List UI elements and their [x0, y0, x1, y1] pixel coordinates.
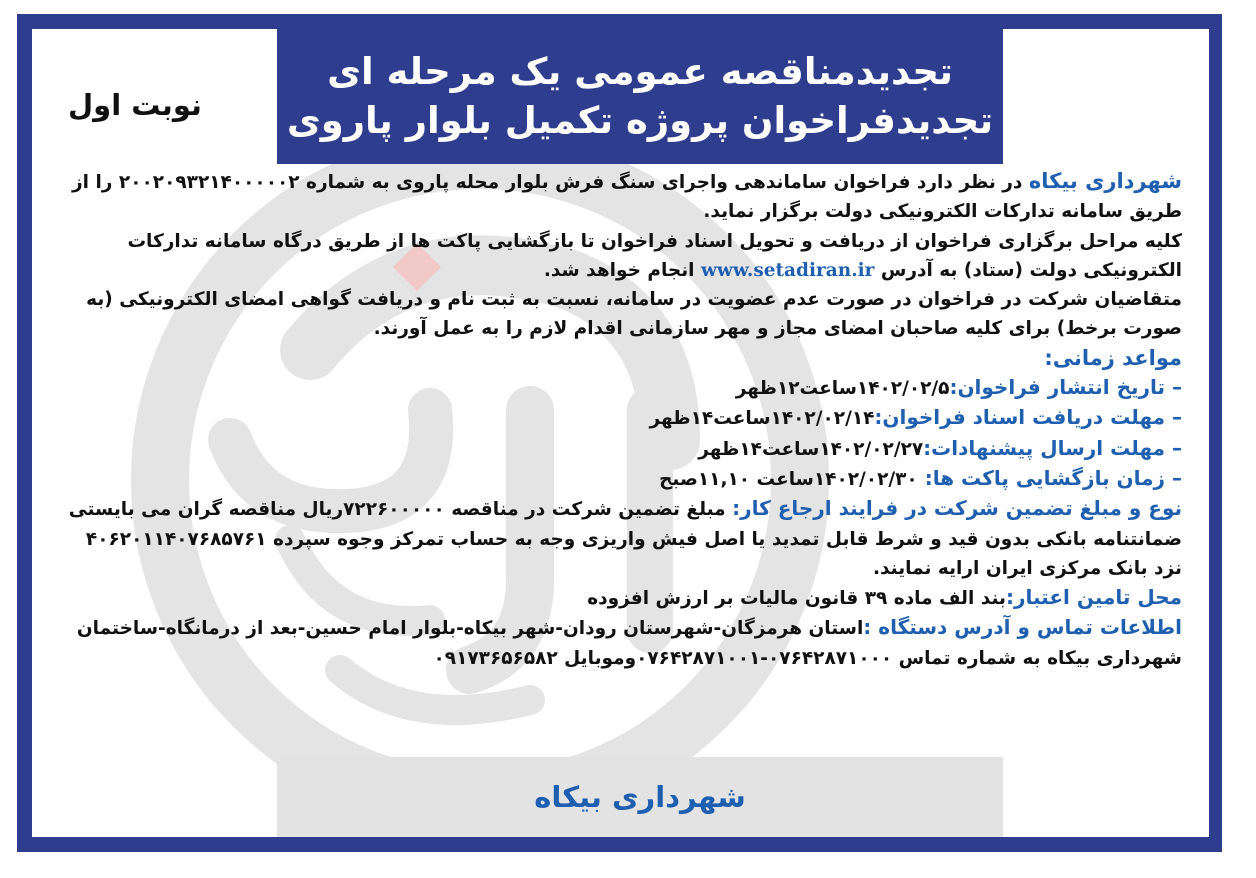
intro-paragraph [64, 167, 1182, 227]
title-line-2: تجدیدفراخوان پروژه تکمیل بلوار پاروی [286, 98, 994, 142]
guarantee-paragraph [64, 494, 1182, 583]
deadline-label: – زمان بازگشایی پاکت ها: [917, 465, 1182, 490]
guarantee-text: مبلغ تضمین شرکت در مناقصه ۷۲۲۶۰۰۰۰۰ریال مناقصه گران می بایستی ضمانتنامه بانکی بدون قید و شرط قابل تمدید یا اصل فیش واریزی وجه به حساب تمرکز وجوه سپرده ۴۰۶۲۰۱۱۴۰۷۶۸۵۷۶۱ نزد بانک مرکزی ایران ارایه نمایند. [68, 499, 1182, 579]
contact-text: استان هرمزگان-شهرستان رودان-شهر بیکاه-بلوار امام حسین-بعد از درمانگاه-ساختمان شهرداری بیکاه به شماره تماس ۰۷۶۴۲۸۷۱۰۰۰-۰۷۶۴۲۸۷۱۰۰۱وموبایل ۰۹۱۷۳۶۵۶۵۸۲ [76, 618, 1182, 669]
contact-label: اطلاعات تماس و آدرس دستگاه : [863, 615, 1182, 640]
notice-title-banner [277, 29, 1003, 164]
deadline-value: ۱۴۰۲/۰۲/۳۰ساعت ۱۱,۱۰صبح [659, 468, 918, 490]
deadline-proposals [64, 434, 1182, 464]
deadline-opening [64, 464, 1182, 494]
municipality-name: شهرداری بیکاه [1028, 169, 1182, 193]
intro-text: در نظر دارد فراخوان ساماندهی واجرای سنگ فرش بلوار محله پاروی به شماره ۲۰۰۲۰۹۳۲۱۴۰۰۰۰۰۲ را از طریق سامانه تدارکات الکترونیکی دولت برگزار نماید. [72, 172, 1182, 223]
setad-website-link[interactable]: www.setadiran.ir [700, 259, 875, 281]
guarantee-label: نوع و مبلغ تضمین شرکت در فرایند ارجاع کار: [732, 496, 1182, 521]
deadline-value: ۱۴۰۲/۰۲/۵ساعت۱۲ظهر [735, 378, 950, 400]
deadline-label: – تاریخ انتشار فراخوان: [949, 375, 1182, 400]
contact-paragraph [64, 613, 1182, 673]
publication-turn-label: نوبت اول [68, 88, 202, 122]
process-text-before: کلیه مراحل برگزاری فراخوان از دریافت و تحویل اسناد فراخوان تا بازگشایی پاکت ها از طریق درگاه سامانه تدارکات الکترونیکی دولت (ستاد) به آدرس [127, 230, 1182, 281]
process-text-after: انجام خواهد شد. [543, 259, 701, 281]
deadline-label: – مهلت ارسال پیشنهادات: [923, 435, 1182, 460]
deadline-documents [64, 403, 1182, 433]
title-line-1: تجدیدمناقصه عمومی یک مرحله ای [327, 49, 953, 93]
deadline-publish [64, 373, 1182, 403]
deadline-value: ۱۴۰۲/۰۲/۱۴ساعت۱۴ظهر [649, 408, 875, 430]
process-paragraph [64, 227, 1182, 286]
funding-label: محل تامین اعتبار: [1005, 585, 1182, 610]
registration-paragraph: متقاضیان شرکت در فراخوان در صورت عدم عضویت در سامانه، نسبت به ثبت نام و دریافت گواهی امضای الکترونیکی (به صورت برخط) برای کلیه صاحبان امضای مجاز و مهر سازمانی اقدام لازم را به عمل آورند. [86, 289, 1182, 340]
footer-signature-band [277, 757, 1003, 837]
deadlines-heading: مواعد زمانی: [1044, 345, 1182, 370]
deadline-value: ۱۴۰۲/۰۲/۲۷ساعت۱۴ظهر [698, 438, 924, 460]
funding-text: بند الف ماده ۳۹ قانون مالیات بر ارزش افزوده [587, 588, 1006, 610]
deadline-label: – مهلت دریافت اسناد فراخوان: [874, 405, 1182, 430]
funding-paragraph [64, 583, 1182, 613]
footer-municipality-name: شهرداری بیکاه [534, 780, 746, 814]
notice-body [64, 167, 1182, 673]
